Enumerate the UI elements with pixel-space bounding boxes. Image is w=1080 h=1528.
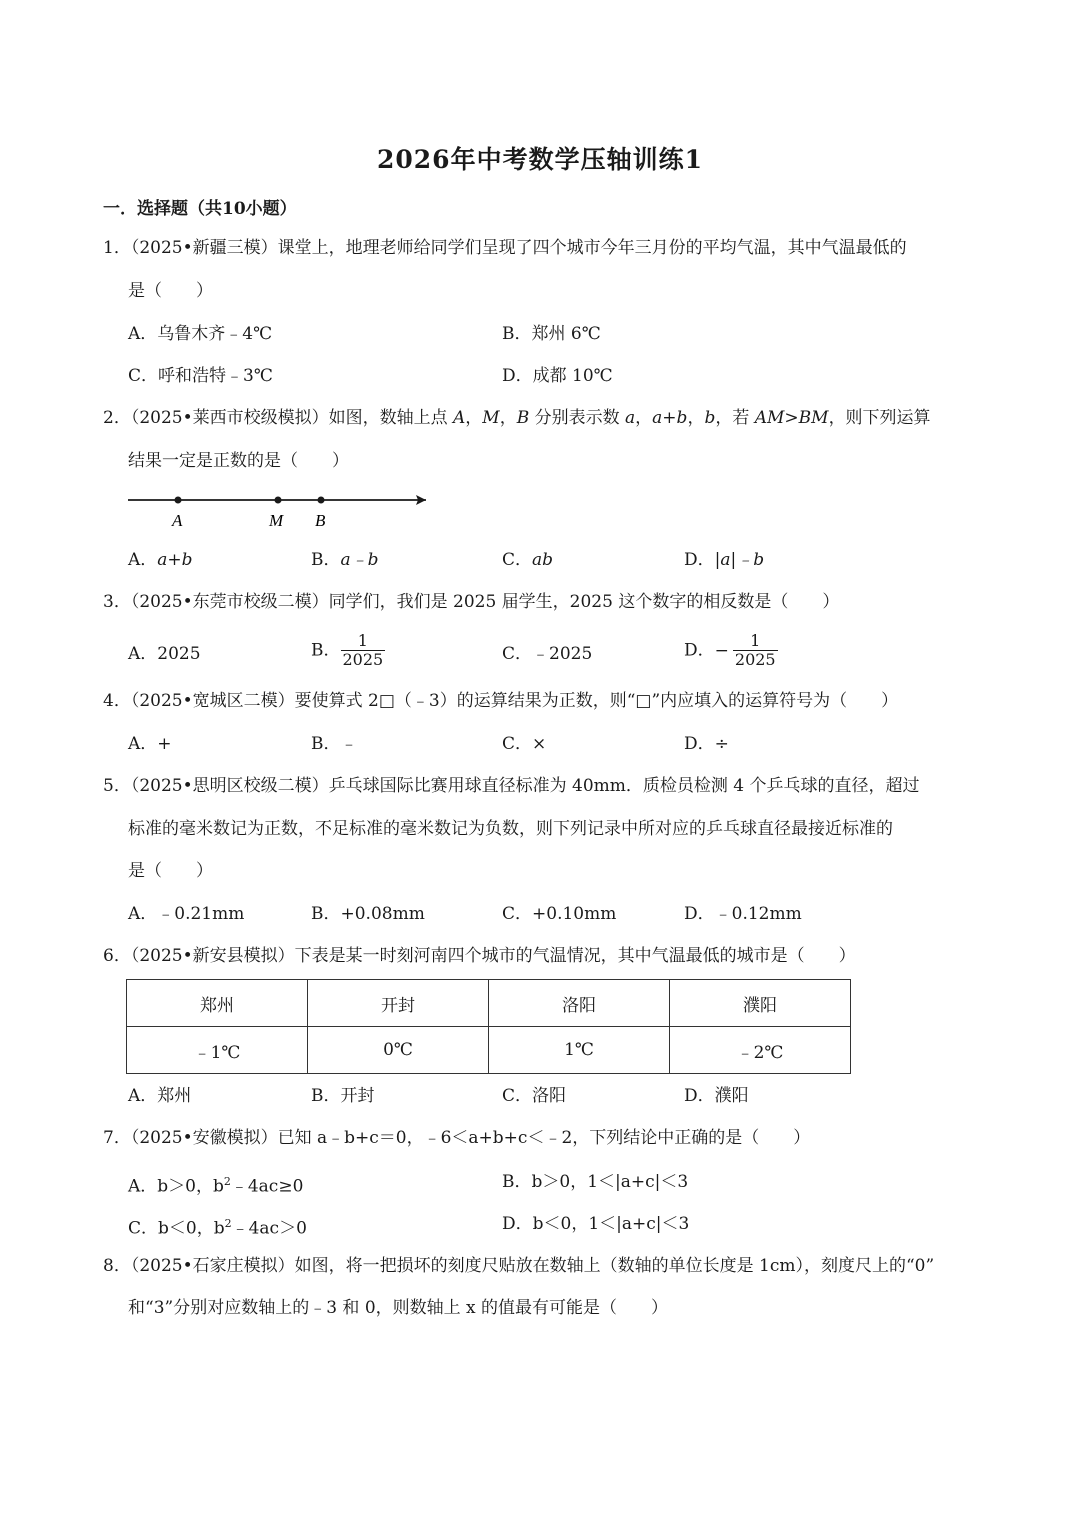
table-cell: 郑州 xyxy=(127,980,308,1027)
q7-option-d: D．b＜0，1＜|a+c|＜3 xyxy=(502,1214,690,1234)
question-2-text: 2．（2025•莱西市校级模拟）如图，数轴上点 A，M，B 分别表示数 a，a+b，b，若 AM>BM，则下列运算 xyxy=(103,408,931,428)
q3-option-b: B． $\frac{1}{2025}$ xyxy=(311,631,384,669)
question-2-text-cont: 结果一定是正数的是（ ） xyxy=(128,451,349,471)
point-a-label: A xyxy=(172,511,183,530)
table-cell: 洛阳 xyxy=(489,980,670,1027)
q7-option-a: A．b＞0，$b^2﹣4ac\ge 0$ xyxy=(128,1175,304,1197)
table-cell: 濮阳 xyxy=(670,980,851,1027)
q1-option-d: D．成都 10℃ xyxy=(502,366,613,386)
table-header-row xyxy=(127,980,851,1027)
table-cell: 1℃ xyxy=(489,1027,670,1074)
q2-option-c: C．ab xyxy=(502,550,554,570)
question-8-text-cont: 和“3”分别对应数轴上的﹣3 和 0，则数轴上 x 的值最有可能是（ ） xyxy=(128,1298,669,1318)
point-b-dot xyxy=(318,497,325,504)
question-5-text-cont: 标准的毫米数记为正数，不足标准的毫米数记为负数，则下列记录中所对应的乒乓球直径最接近标准的 xyxy=(128,819,893,839)
fraction: $\frac{1}{2025}$ xyxy=(342,631,384,669)
question-7-text: 7．（2025•安徽模拟）已知 a﹣b+c＝0，﹣6＜a+b+c＜﹣2，下列结论中正确的是（ ） xyxy=(103,1128,811,1148)
question-6-text: 6．（2025•新安县模拟）下表是某一时刻河南四个城市的气温情况，其中气温最低的城市是（ ） xyxy=(103,946,856,966)
q1-option-b: B．郑州 6℃ xyxy=(502,324,601,344)
q4-option-a: A．+ xyxy=(128,734,172,754)
section-heading: 一．选择题（共10小题） xyxy=(103,199,297,219)
q3-option-a: A．2025 xyxy=(128,644,201,664)
q1-option-a: A．乌鲁木齐﹣4℃ xyxy=(128,324,273,344)
point-a-dot xyxy=(175,497,182,504)
question-5-text: 5．（2025•思明区校级二模）乒乓球国际比赛用球直径标准为 40mm．质检员检测 4 个乒乓球的直径，超过 xyxy=(103,776,920,796)
question-3-text: 3．（2025•东莞市校级二模）同学们，我们是 2025 届学生，2025 这个数字的相反数是（ ） xyxy=(103,592,840,612)
table-cell: ﹣1℃ xyxy=(127,1027,308,1074)
question-5-text-cont2: 是（ ） xyxy=(128,861,213,881)
page-title: 2026年中考数学压轴训练1 xyxy=(377,145,703,174)
q6-option-a: A．郑州 xyxy=(128,1086,192,1106)
question-1-text: 1．（2025•新疆三模）课堂上，地理老师给同学们呈现了四个城市今年三月份的平均气温，其中气温最低的 xyxy=(103,238,907,258)
temperature-table xyxy=(126,979,851,1074)
q3-option-c: C．﹣2025 xyxy=(502,644,593,664)
q7-option-c: C．b＜0，$b^2﹣4ac>0$ xyxy=(128,1217,307,1239)
point-m-label: M xyxy=(269,511,284,530)
question-4-text: 4．（2025•宽城区二模）要使算式 2□（﹣3）的运算结果为正数，则“□”内应填入的运算符号为（ ） xyxy=(103,691,899,711)
question-1-text-cont: 是（ ） xyxy=(128,281,213,301)
q5-option-c: C．+0.10mm xyxy=(502,904,617,924)
q5-option-b: B．+0.08mm xyxy=(311,904,425,924)
q6-option-b: B．开封 xyxy=(311,1086,375,1106)
number-line-figure xyxy=(126,488,441,532)
q6-option-d: D．濮阳 xyxy=(684,1086,749,1106)
q1-option-c: C．呼和浩特﹣3℃ xyxy=(128,366,273,386)
table-cell: ﹣2℃ xyxy=(670,1027,851,1074)
q6-option-c: C．洛阳 xyxy=(502,1086,567,1106)
q2-option-a: A．a+b xyxy=(128,550,193,570)
point-m-dot xyxy=(275,497,282,504)
fraction: $\frac{1}{2025}$ xyxy=(734,631,776,669)
q2-option-d: D．|a|﹣b xyxy=(684,550,765,570)
q5-option-a: A．﹣0.21mm xyxy=(128,904,245,924)
q2-option-b: B．a﹣b xyxy=(311,550,379,570)
q7-option-b: B．b＞0，1＜|a+c|＜3 xyxy=(502,1172,689,1192)
q5-option-d: D．﹣0.12mm xyxy=(684,904,802,924)
question-8-text: 8．（2025•石家庄模拟）如图，将一把损坏的刻度尺贴放在数轴上（数轴的单位长度是 1cm），刻度尺上的“0” xyxy=(103,1256,935,1276)
table-cell: 0℃ xyxy=(308,1027,489,1074)
q4-option-d: D．÷ xyxy=(684,734,729,754)
q4-option-b: B．﹣ xyxy=(311,734,358,754)
point-b-label: B xyxy=(315,511,326,530)
q4-option-c: C．× xyxy=(502,734,547,754)
table-cell: 开封 xyxy=(308,980,489,1027)
q3-option-d: D．− $\frac{1}{2025}$ xyxy=(684,631,776,669)
table-row xyxy=(127,1027,851,1074)
